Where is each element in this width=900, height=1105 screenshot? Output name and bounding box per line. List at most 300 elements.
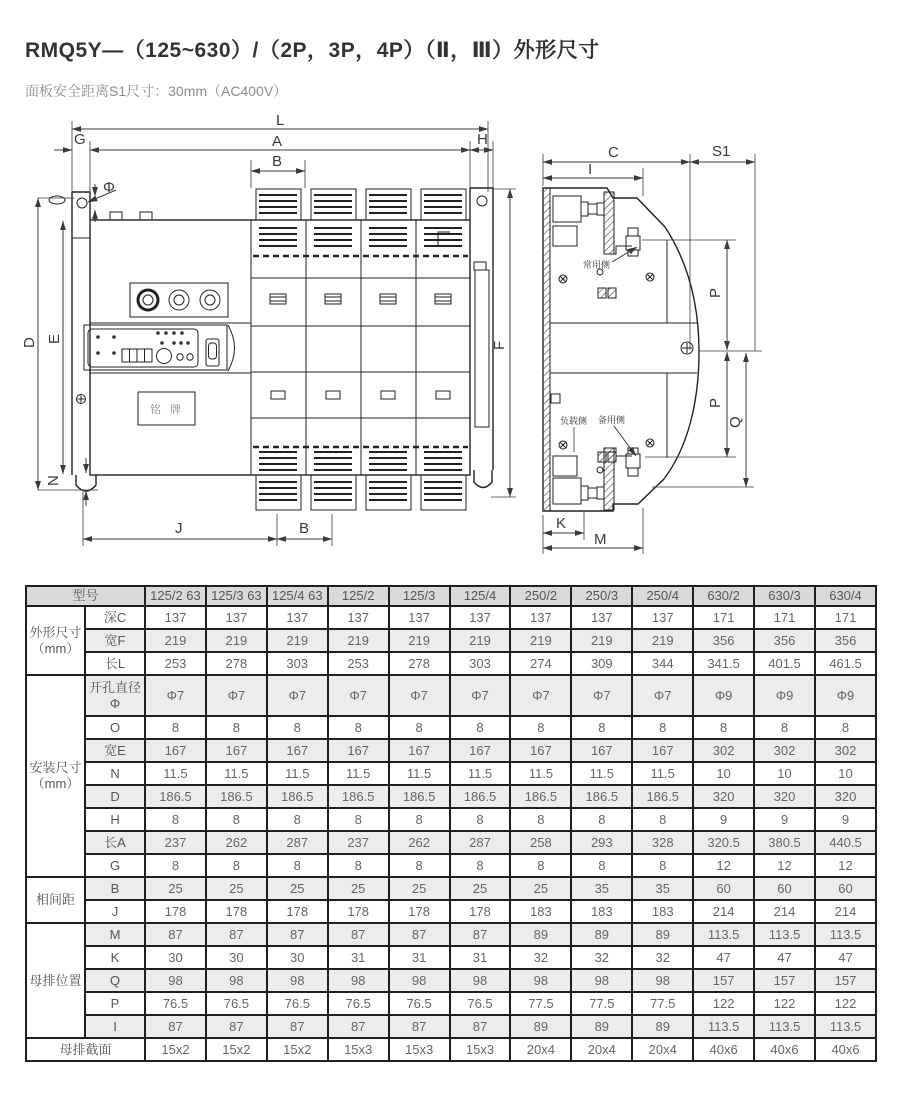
value-cell: 25 [328, 877, 389, 900]
value-cell: 219 [571, 629, 632, 652]
value-cell: 8 [815, 716, 876, 739]
row-label: 长A [85, 831, 145, 854]
value-cell: 11.5 [632, 762, 693, 785]
value-cell: 77.5 [571, 992, 632, 1015]
value-cell: 8 [267, 808, 328, 831]
value-cell: 8 [693, 716, 754, 739]
dim-N: N [45, 475, 62, 486]
value-cell: 219 [267, 629, 328, 652]
value-cell: 31 [450, 946, 511, 969]
value-cell: 328 [632, 831, 693, 854]
value-cell: 186.5 [450, 785, 511, 808]
value-cell: 186.5 [145, 785, 206, 808]
value-cell: 98 [389, 969, 450, 992]
value-cell: 87 [267, 923, 328, 946]
table-row [26, 739, 876, 762]
value-cell: 25 [206, 877, 267, 900]
value-cell: 76.5 [145, 992, 206, 1015]
row-label: D [85, 785, 145, 808]
value-cell: 167 [328, 739, 389, 762]
value-cell: 10 [815, 762, 876, 785]
value-cell: 178 [145, 900, 206, 923]
row-label: Q [85, 969, 145, 992]
value-cell: 278 [206, 652, 267, 675]
value-cell: Φ7 [571, 675, 632, 716]
value-cell: 167 [206, 739, 267, 762]
row-label: G [85, 854, 145, 877]
value-cell: 87 [206, 923, 267, 946]
value-cell: 8 [571, 808, 632, 831]
value-cell: 183 [510, 900, 571, 923]
value-cell: 178 [389, 900, 450, 923]
value-cell: 237 [145, 831, 206, 854]
row-label: 深C [85, 606, 145, 629]
value-cell: 9 [754, 808, 815, 831]
value-cell: 167 [450, 739, 511, 762]
value-cell: Φ9 [754, 675, 815, 716]
value-cell: 320.5 [693, 831, 754, 854]
side-view [543, 143, 762, 554]
value-cell: 98 [267, 969, 328, 992]
value-cell: 8 [145, 854, 206, 877]
value-cell: 113.5 [815, 1015, 876, 1038]
value-cell: 87 [267, 1015, 328, 1038]
value-cell: 113.5 [693, 923, 754, 946]
model-header: 250/4 [632, 586, 693, 606]
table-row [26, 900, 876, 923]
value-cell: 167 [267, 739, 328, 762]
value-cell: 186.5 [328, 785, 389, 808]
value-cell: 214 [754, 900, 815, 923]
row-label: I [85, 1015, 145, 1038]
value-cell: 137 [389, 606, 450, 629]
value-cell: 8 [632, 808, 693, 831]
value-cell: 15x2 [206, 1038, 267, 1061]
model-header: 630/2 [693, 586, 754, 606]
model-header: 125/2 [328, 586, 389, 606]
value-cell: 219 [510, 629, 571, 652]
value-cell: 15x3 [450, 1038, 511, 1061]
value-cell: 344 [632, 652, 693, 675]
value-cell: 77.5 [632, 992, 693, 1015]
value-cell: 320 [754, 785, 815, 808]
row-label: K [85, 946, 145, 969]
value-cell: 8 [145, 716, 206, 739]
value-cell: 8 [632, 854, 693, 877]
value-cell: 186.5 [632, 785, 693, 808]
value-cell: 8 [632, 716, 693, 739]
value-cell: 76.5 [206, 992, 267, 1015]
table-row [26, 923, 876, 946]
value-cell: 8 [328, 716, 389, 739]
value-cell: 309 [571, 652, 632, 675]
row-label: H [85, 808, 145, 831]
model-header: 125/4 63 [267, 586, 328, 606]
dim-E: E [46, 333, 63, 344]
dim-P-lower: P [707, 397, 724, 408]
value-cell: 8 [389, 808, 450, 831]
screw-icon [77, 395, 86, 404]
value-cell: 8 [389, 716, 450, 739]
value-cell: 87 [145, 1015, 206, 1038]
value-cell: 25 [389, 877, 450, 900]
value-cell: 113.5 [754, 923, 815, 946]
model-header: 250/2 [510, 586, 571, 606]
value-cell: 8 [450, 716, 511, 739]
value-cell: 32 [510, 946, 571, 969]
table-row [26, 808, 876, 831]
value-cell: 178 [328, 900, 389, 923]
led-dots [96, 331, 190, 355]
value-cell: 171 [754, 606, 815, 629]
knob [157, 349, 172, 364]
value-cell: 89 [632, 1015, 693, 1038]
dim-I: I [588, 161, 593, 178]
value-cell: 12 [754, 854, 815, 877]
value-cell: 15x2 [267, 1038, 328, 1061]
row-group-label: 安装尺寸（mm） [26, 675, 85, 877]
value-cell: 60 [815, 877, 876, 900]
normal-side-label: 常用侧 [583, 260, 611, 270]
value-cell: 47 [754, 946, 815, 969]
value-cell: 113.5 [754, 1015, 815, 1038]
value-cell: Φ9 [693, 675, 754, 716]
value-cell: 137 [328, 606, 389, 629]
value-cell: 11.5 [510, 762, 571, 785]
table-row [26, 606, 876, 629]
value-cell: 237 [328, 831, 389, 854]
value-cell: 25 [510, 877, 571, 900]
value-cell: 87 [450, 1015, 511, 1038]
table-row [26, 992, 876, 1015]
value-cell: 87 [450, 923, 511, 946]
value-cell: 12 [815, 854, 876, 877]
value-cell: 11.5 [328, 762, 389, 785]
value-cell: 186.5 [389, 785, 450, 808]
value-cell: 302 [754, 739, 815, 762]
dim-S1: S1 [712, 143, 731, 160]
value-cell: 219 [450, 629, 511, 652]
value-cell: 30 [267, 946, 328, 969]
value-cell: 302 [815, 739, 876, 762]
table-row [26, 1038, 876, 1061]
value-cell: 35 [632, 877, 693, 900]
model-header: 630/4 [815, 586, 876, 606]
value-cell: 157 [815, 969, 876, 992]
value-cell: 401.5 [754, 652, 815, 675]
value-cell: 35 [571, 877, 632, 900]
technical-drawings [0, 110, 900, 570]
value-cell: 214 [815, 900, 876, 923]
value-cell: 167 [389, 739, 450, 762]
value-cell: 8 [389, 854, 450, 877]
value-cell: 15x2 [145, 1038, 206, 1061]
table-row [26, 969, 876, 992]
value-cell: 8 [206, 716, 267, 739]
row-label: 开孔直径Φ [85, 675, 145, 716]
value-cell: 262 [389, 831, 450, 854]
dim-J: J [175, 520, 183, 537]
value-cell: 8 [328, 808, 389, 831]
device-body [90, 220, 470, 475]
value-cell: 253 [145, 652, 206, 675]
value-cell: 122 [815, 992, 876, 1015]
value-cell: 9 [693, 808, 754, 831]
value-cell: 8 [510, 808, 571, 831]
value-cell: 137 [632, 606, 693, 629]
value-cell: 77.5 [510, 992, 571, 1015]
value-cell: Φ7 [206, 675, 267, 716]
load-side-label: 负载侧 [560, 416, 588, 426]
value-cell: 287 [267, 831, 328, 854]
value-cell: 20x4 [571, 1038, 632, 1061]
row-label: 长L [85, 652, 145, 675]
table-row [26, 946, 876, 969]
row-label: O [85, 716, 145, 739]
row-label: J [85, 900, 145, 923]
value-cell: 178 [206, 900, 267, 923]
dim-phi: Φ [103, 179, 115, 196]
value-cell: Φ7 [632, 675, 693, 716]
value-cell: 47 [693, 946, 754, 969]
value-cell: 98 [632, 969, 693, 992]
front-view [21, 112, 516, 546]
value-cell: 320 [693, 785, 754, 808]
value-cell: 219 [632, 629, 693, 652]
value-cell: 12 [693, 854, 754, 877]
value-cell: 8 [510, 854, 571, 877]
value-cell: 8 [206, 808, 267, 831]
value-cell: 8 [754, 716, 815, 739]
standby-side-label: 备用侧 [598, 415, 626, 425]
dim-Q: Q [727, 416, 744, 428]
table-row [26, 716, 876, 739]
value-cell: 274 [510, 652, 571, 675]
value-cell: 87 [389, 923, 450, 946]
model-header: 125/4 [450, 586, 511, 606]
dim-M: M [594, 531, 607, 548]
value-cell: 157 [693, 969, 754, 992]
value-cell: 137 [571, 606, 632, 629]
value-cell: 186.5 [267, 785, 328, 808]
value-cell: 113.5 [693, 1015, 754, 1038]
value-cell: 278 [389, 652, 450, 675]
value-cell: 262 [206, 831, 267, 854]
value-cell: 8 [450, 854, 511, 877]
value-cell: 32 [632, 946, 693, 969]
value-cell: Φ7 [267, 675, 328, 716]
dim-A: A [272, 133, 283, 150]
value-cell: 157 [754, 969, 815, 992]
row-label: 宽F [85, 629, 145, 652]
screw-icon [559, 275, 567, 283]
value-cell: 11.5 [571, 762, 632, 785]
value-cell: 356 [754, 629, 815, 652]
value-cell: 98 [510, 969, 571, 992]
value-cell: 11.5 [145, 762, 206, 785]
value-cell: 293 [571, 831, 632, 854]
value-cell: 303 [267, 652, 328, 675]
value-cell: 302 [693, 739, 754, 762]
value-cell: 137 [510, 606, 571, 629]
value-cell: 171 [693, 606, 754, 629]
value-cell: 219 [206, 629, 267, 652]
value-cell: 167 [632, 739, 693, 762]
screw-icon [646, 439, 654, 447]
indicator-panel [130, 283, 228, 317]
value-cell: 10 [754, 762, 815, 785]
mounting-hole [477, 196, 487, 206]
value-cell: 89 [510, 923, 571, 946]
value-cell: 214 [693, 900, 754, 923]
value-cell: 98 [571, 969, 632, 992]
value-cell: 47 [815, 946, 876, 969]
value-cell: 8 [267, 716, 328, 739]
value-cell: 167 [571, 739, 632, 762]
value-cell: 40x6 [815, 1038, 876, 1061]
value-cell: 76.5 [450, 992, 511, 1015]
value-cell: Φ7 [450, 675, 511, 716]
value-cell: 15x3 [389, 1038, 450, 1061]
value-cell: 89 [632, 923, 693, 946]
value-cell: 183 [632, 900, 693, 923]
value-cell: 20x4 [632, 1038, 693, 1061]
dim-L: L [276, 112, 285, 129]
table-row [26, 877, 876, 900]
value-cell: Φ7 [510, 675, 571, 716]
dim-B-top: B [272, 153, 283, 170]
value-cell: 303 [450, 652, 511, 675]
value-cell: 89 [510, 1015, 571, 1038]
value-cell: 167 [145, 739, 206, 762]
value-cell: 98 [328, 969, 389, 992]
value-cell: 186.5 [206, 785, 267, 808]
dim-B-bottom: B [299, 520, 310, 537]
value-cell: 20x4 [510, 1038, 571, 1061]
value-cell: 31 [389, 946, 450, 969]
value-cell: 11.5 [450, 762, 511, 785]
value-cell: 461.5 [815, 652, 876, 675]
screw-icon [559, 441, 567, 449]
value-cell: 76.5 [328, 992, 389, 1015]
page-title: RMQ5Y—（125~630）/（2P，3P，4P）（Ⅱ，Ⅲ）外形尺寸 [25, 39, 600, 62]
value-cell: 40x6 [754, 1038, 815, 1061]
value-cell: 10 [693, 762, 754, 785]
row-group-label: 相间距 [26, 877, 85, 923]
value-cell: 30 [145, 946, 206, 969]
mounting-hole [77, 198, 87, 208]
value-cell: Φ7 [389, 675, 450, 716]
value-cell: 87 [145, 923, 206, 946]
dim-D: D [21, 337, 38, 348]
value-cell: 87 [389, 1015, 450, 1038]
value-cell: 113.5 [815, 923, 876, 946]
value-cell: 87 [328, 923, 389, 946]
model-header: 630/3 [754, 586, 815, 606]
value-cell: 178 [267, 900, 328, 923]
value-cell: 253 [328, 652, 389, 675]
nameplate-text: 铭 牌 [150, 404, 185, 416]
value-cell: 98 [206, 969, 267, 992]
value-cell: 11.5 [206, 762, 267, 785]
value-cell: 380.5 [754, 831, 815, 854]
value-cell: 98 [145, 969, 206, 992]
side-body [543, 188, 699, 511]
value-cell: 356 [693, 629, 754, 652]
value-cell: 76.5 [389, 992, 450, 1015]
model-header: 125/3 [389, 586, 450, 606]
value-cell: 137 [145, 606, 206, 629]
row-label: 宽E [85, 739, 145, 762]
value-cell: 30 [206, 946, 267, 969]
model-header: 125/2 63 [145, 586, 206, 606]
dim-H: H [477, 131, 488, 148]
value-cell: 122 [693, 992, 754, 1015]
dim-P-upper: P [707, 287, 724, 298]
dim-F: F [491, 340, 508, 350]
table-row [26, 1015, 876, 1038]
table-row [26, 785, 876, 808]
value-cell: 356 [815, 629, 876, 652]
table-row [26, 629, 876, 652]
pivot-screw-icon [681, 342, 693, 354]
value-cell: 25 [450, 877, 511, 900]
model-header: 125/3 63 [206, 586, 267, 606]
value-cell: Φ7 [145, 675, 206, 716]
value-cell: 11.5 [389, 762, 450, 785]
value-cell: 258 [510, 831, 571, 854]
row-group-label: 母排截面 [26, 1038, 145, 1061]
row-label: M [85, 923, 145, 946]
value-cell: 440.5 [815, 831, 876, 854]
value-cell: 8 [328, 854, 389, 877]
value-cell: 341.5 [693, 652, 754, 675]
value-cell: 320 [815, 785, 876, 808]
value-cell: 219 [145, 629, 206, 652]
table-header-row [26, 586, 876, 606]
value-cell: 171 [815, 606, 876, 629]
value-cell: 8 [145, 808, 206, 831]
table-row [26, 831, 876, 854]
table-row [26, 652, 876, 675]
row-group-label: 母排位置 [26, 923, 85, 1038]
value-cell: 60 [693, 877, 754, 900]
model-header: 250/3 [571, 586, 632, 606]
value-cell: 76.5 [267, 992, 328, 1015]
value-cell: 219 [328, 629, 389, 652]
value-cell: 32 [571, 946, 632, 969]
value-cell: 186.5 [510, 785, 571, 808]
row-group-label: 外形尺寸（mm） [26, 606, 85, 675]
value-cell: 8 [267, 854, 328, 877]
value-cell: 87 [206, 1015, 267, 1038]
value-cell: 8 [450, 808, 511, 831]
table-row [26, 675, 876, 716]
row-label: B [85, 877, 145, 900]
value-cell: 25 [145, 877, 206, 900]
value-cell: 219 [389, 629, 450, 652]
dim-C: C [608, 144, 619, 161]
dim-K: K [556, 515, 567, 532]
value-cell: 8 [206, 854, 267, 877]
value-cell: 11.5 [267, 762, 328, 785]
value-cell: 9 [815, 808, 876, 831]
value-cell: 8 [571, 854, 632, 877]
value-cell: 89 [571, 923, 632, 946]
value-cell: 137 [267, 606, 328, 629]
value-cell: 8 [571, 716, 632, 739]
value-cell: 89 [571, 1015, 632, 1038]
